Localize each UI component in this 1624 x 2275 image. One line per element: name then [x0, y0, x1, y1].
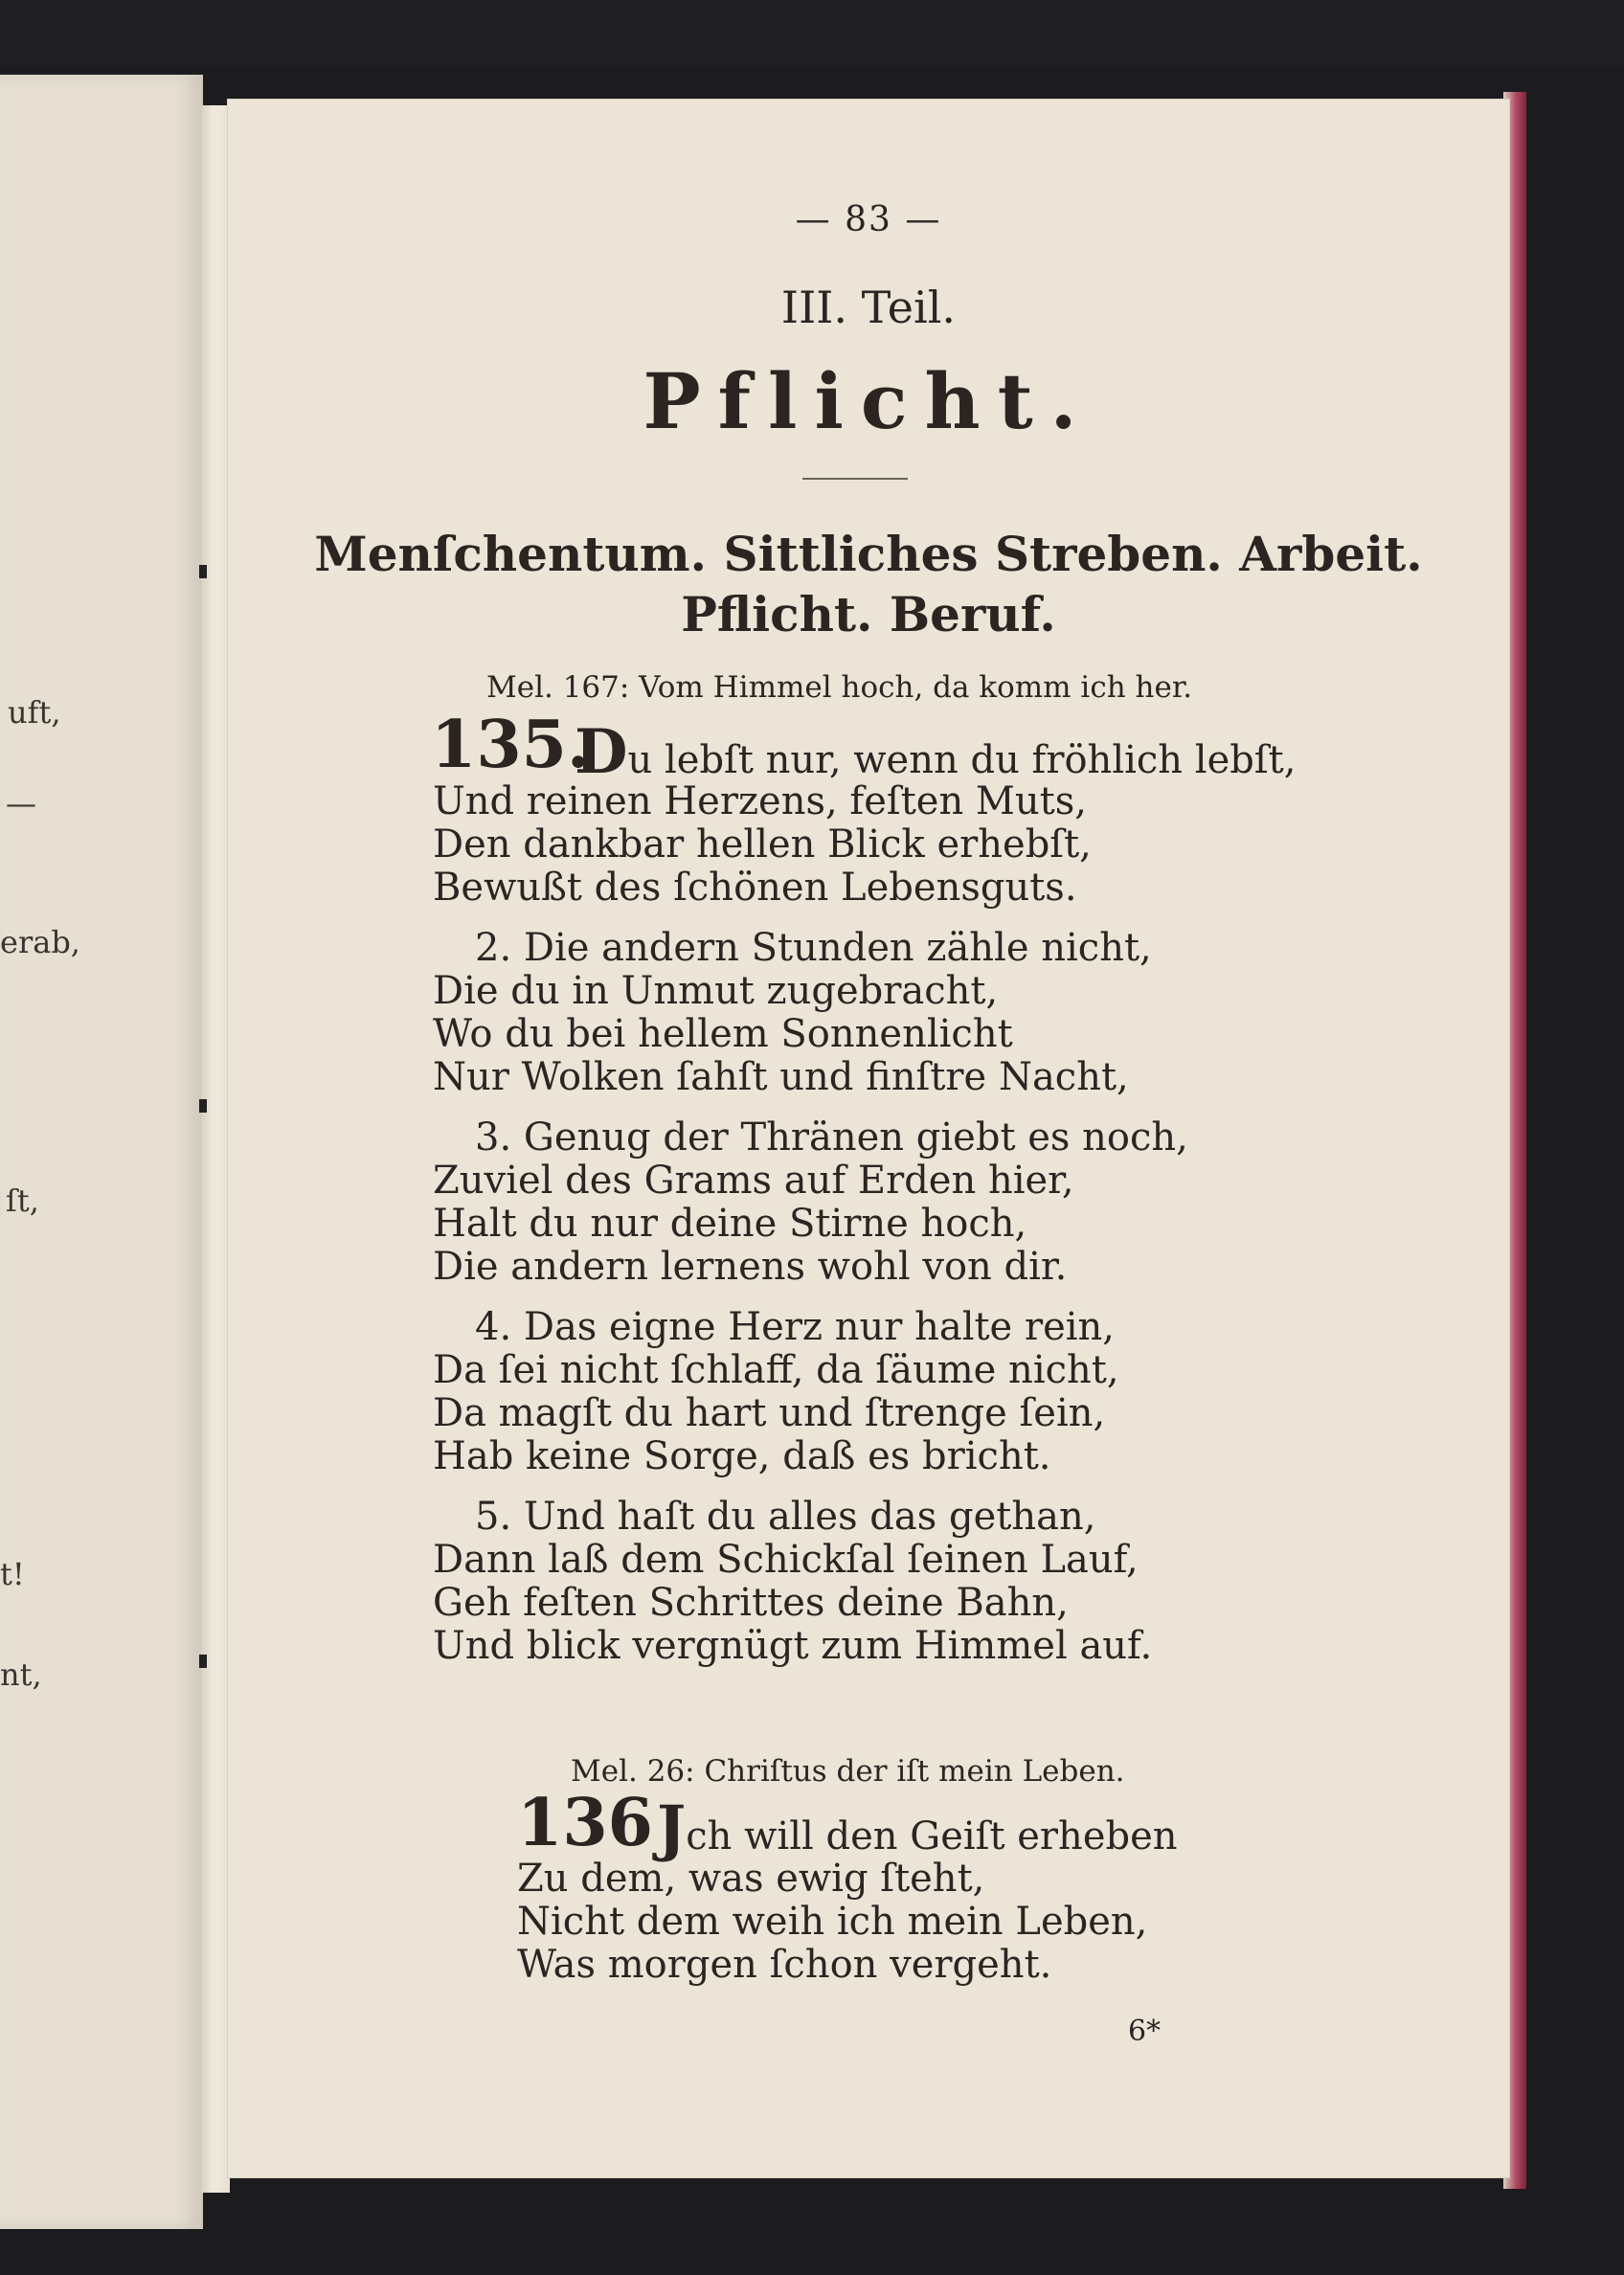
verse-line: Was morgen ſchon vergeht.	[517, 1943, 1052, 1987]
verse-line: Die andern lernens wohl von dir.	[433, 1245, 1068, 1289]
melody-note: Mel. 26: Chriſtus der iſt mein Leben.	[571, 1754, 1125, 1789]
verse-line	[657, 1792, 1178, 1864]
verse-line: Zu dem, was ewig ſteht,	[517, 1857, 985, 1901]
book-page	[228, 100, 1509, 2177]
left-page-fragment: ſt,	[6, 1183, 39, 1219]
verse-text: ch will den Geiſt erheben	[686, 1814, 1178, 1858]
section-heading-continued: Pflicht. Beruf.	[681, 586, 1056, 642]
verse-line	[575, 716, 1297, 788]
verse-line: Den dankbar hellen Blick erhebſt,	[433, 822, 1092, 867]
page-number: — 83 —	[795, 200, 942, 239]
verse-line: Und reinen Herzens, feſten Muts,	[433, 779, 1087, 823]
spine-mark	[199, 565, 207, 578]
verse-line: Nur Wolken ſahſt und finſtre Nacht,	[433, 1055, 1129, 1099]
hymn-number: 135.	[431, 707, 590, 783]
left-page-fragment: —	[6, 785, 36, 822]
verse-line: Hab keine Sorge, daß es bricht.	[433, 1434, 1051, 1478]
section-heading: Menſchentum. Sittliches Streben. Arbeit.	[314, 526, 1423, 582]
drop-cap: J	[657, 1792, 687, 1864]
verse-line: Zuviel des Grams auf Erden hier,	[433, 1159, 1074, 1203]
verse-line: Wo du bei hellem Sonnenlicht	[433, 1012, 1013, 1056]
verse-line: Und blick vergnügt zum Himmel auf.	[433, 1624, 1153, 1668]
page-title: Pflicht.	[643, 356, 1094, 446]
book-gutter	[201, 105, 230, 2193]
verse-line: Geh feſten Schrittes deine Bahn,	[433, 1581, 1069, 1625]
verse-line: Bewußt des ſchönen Lebensguts.	[433, 866, 1077, 910]
verse-line: 3. Genug der Thränen giebt es noch,	[475, 1115, 1188, 1160]
verse-line: Halt du nur deine Stirne hoch,	[433, 1202, 1027, 1246]
verse-line: Da magſt du hart und ſtrenge ſein,	[433, 1391, 1106, 1435]
melody-note: Mel. 167: Vom Himmel hoch, da komm ich her.	[486, 670, 1193, 705]
left-page-fragment: t!	[0, 1556, 25, 1592]
left-page-fragment: uft,	[8, 694, 61, 731]
hymn-number: 136	[517, 1785, 653, 1861]
verse-text: u lebſt nur, wenn du fröhlich lebſt,	[627, 738, 1297, 782]
verse-line: Nicht dem weih ich mein Leben,	[517, 1900, 1148, 1944]
left-page-fragment: erab,	[0, 924, 80, 960]
verse-line: Da ſei nicht ſchlaff, da ſäume nicht,	[433, 1348, 1119, 1392]
verse-line: 2. Die andern Stunden zähle nicht,	[475, 926, 1152, 970]
part-heading: III. Teil.	[780, 282, 957, 333]
verse-line: 5. Und haſt du alles das gethan,	[475, 1495, 1096, 1539]
left-page	[0, 75, 203, 2229]
verse-line: 4. Das eigne Herz nur halte rein,	[475, 1305, 1116, 1349]
backdrop-top	[0, 0, 1624, 67]
signature-mark: 6*	[1128, 2015, 1162, 2048]
verse-line: Dann laß dem Schickſal ſeinen Lauf,	[433, 1538, 1139, 1582]
divider	[802, 478, 908, 480]
spine-mark	[199, 1655, 207, 1668]
spine-mark	[199, 1099, 207, 1113]
drop-cap: D	[575, 716, 628, 788]
left-page-fragment: nt,	[0, 1656, 42, 1693]
verse-line: Die du in Unmut zugebracht,	[433, 969, 999, 1013]
